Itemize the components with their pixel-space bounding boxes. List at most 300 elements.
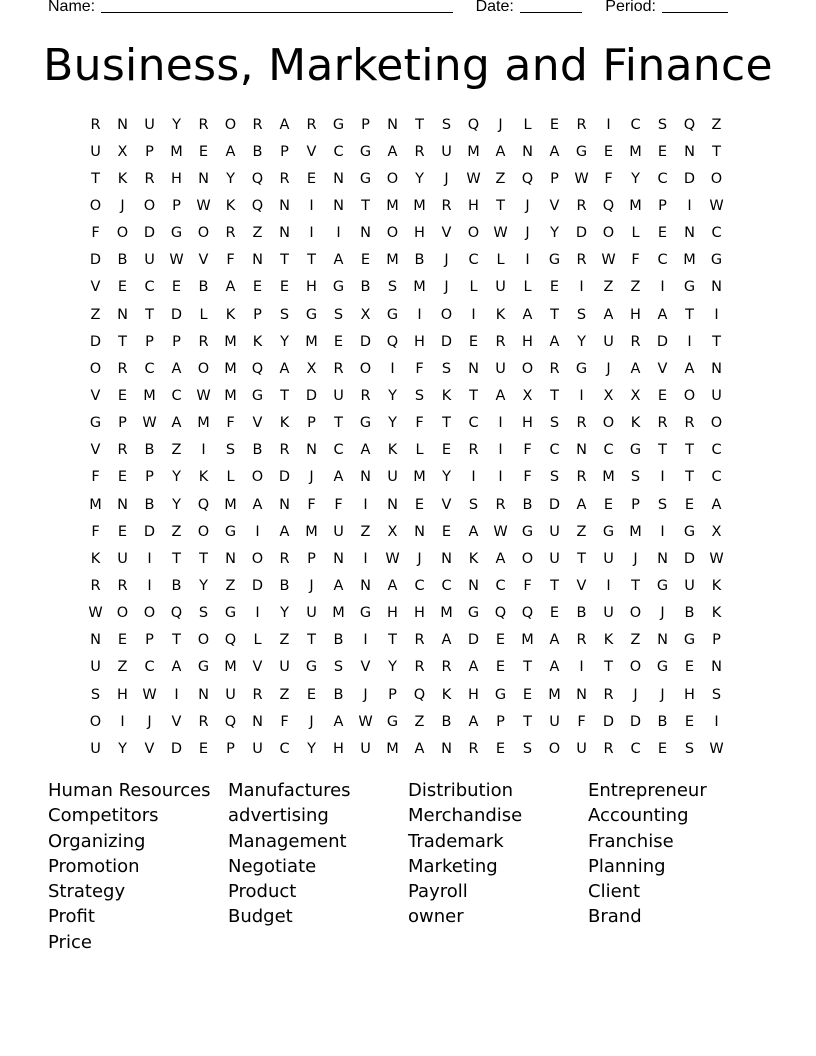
grid-letter[interactable]: D [170, 306, 183, 323]
grid-letter[interactable]: O [629, 659, 642, 676]
grid-letter[interactable]: I [120, 713, 125, 730]
grid-letter[interactable]: T [685, 306, 694, 323]
grid-letter[interactable]: Z [630, 279, 641, 296]
grid-letter[interactable]: E [117, 632, 128, 649]
grid-letter[interactable]: O [89, 360, 102, 377]
grid-letter[interactable]: N [441, 740, 452, 757]
grid-letter[interactable]: I [606, 577, 611, 594]
grid-letter[interactable]: S [522, 740, 533, 757]
grid-letter[interactable]: C [144, 659, 155, 676]
grid-letter[interactable]: X [711, 523, 722, 540]
grid-letter[interactable]: Y [388, 415, 397, 432]
grid-letter[interactable]: K [630, 415, 641, 432]
grid-letter[interactable]: O [359, 360, 372, 377]
grid-letter[interactable]: O [197, 360, 210, 377]
grid-letter[interactable]: R [414, 632, 425, 649]
grid-letter[interactable]: D [629, 713, 642, 730]
grid-letter[interactable]: U [90, 659, 101, 676]
grid-letter[interactable]: K [441, 686, 452, 703]
grid-letter[interactable]: R [117, 442, 128, 459]
grid-letter[interactable]: N [117, 306, 128, 323]
grid-letter[interactable]: A [549, 632, 560, 649]
grid-letter[interactable]: T [334, 415, 343, 432]
grid-letter[interactable]: N [198, 170, 209, 187]
grid-letter[interactable]: X [603, 387, 614, 404]
period-blank-line[interactable] [662, 0, 728, 13]
grid-letter[interactable]: A [495, 387, 506, 404]
grid-letter[interactable]: M [683, 252, 696, 269]
grid-letter[interactable]: B [252, 442, 263, 459]
grid-letter[interactable]: N [711, 360, 722, 377]
grid-letter[interactable]: U [90, 143, 101, 160]
grid-letter[interactable]: S [684, 740, 695, 757]
grid-letter[interactable]: T [550, 577, 559, 594]
grid-letter[interactable]: N [576, 686, 587, 703]
grid-letter[interactable]: S [441, 360, 452, 377]
grid-letter[interactable]: E [657, 143, 668, 160]
grid-letter[interactable]: E [441, 523, 452, 540]
grid-letter[interactable]: K [603, 632, 614, 649]
grid-letter[interactable]: C [144, 279, 155, 296]
grid-letter[interactable]: A [441, 632, 452, 649]
grid-letter[interactable]: M [602, 469, 615, 486]
grid-letter[interactable]: A [495, 550, 506, 567]
grid-letter[interactable]: I [417, 306, 422, 323]
grid-letter[interactable]: G [710, 252, 723, 269]
grid-letter[interactable]: G [359, 143, 372, 160]
grid-letter[interactable]: I [687, 197, 692, 214]
grid-letter[interactable]: N [360, 469, 371, 486]
grid-letter[interactable]: Q [467, 116, 480, 133]
grid-letter[interactable]: G [521, 523, 534, 540]
grid-letter[interactable]: C [441, 577, 452, 594]
grid-letter[interactable]: V [306, 143, 317, 160]
grid-letter[interactable]: Y [172, 496, 181, 513]
grid-letter[interactable]: Q [521, 170, 534, 187]
grid-letter[interactable]: H [333, 740, 344, 757]
grid-letter[interactable]: I [363, 550, 368, 567]
grid-letter[interactable]: C [279, 740, 290, 757]
grid-letter[interactable]: D [548, 496, 561, 513]
grid-letter[interactable]: P [361, 116, 370, 133]
grid-letter[interactable]: R [657, 415, 668, 432]
grid-letter[interactable]: V [90, 442, 101, 459]
grid-letter[interactable]: C [468, 252, 479, 269]
grid-letter[interactable]: U [252, 740, 263, 757]
grid-letter[interactable]: S [198, 605, 209, 622]
grid-letter[interactable]: K [117, 170, 128, 187]
grid-letter[interactable]: D [602, 713, 615, 730]
grid-letter[interactable]: D [251, 577, 264, 594]
grid-letter[interactable]: O [521, 360, 534, 377]
grid-letter[interactable]: J [309, 577, 314, 594]
grid-letter[interactable]: C [657, 170, 668, 187]
grid-letter[interactable]: O [386, 170, 399, 187]
grid-letter[interactable]: S [549, 415, 560, 432]
grid-letter[interactable]: Y [388, 387, 397, 404]
grid-letter[interactable]: A [279, 116, 290, 133]
grid-letter[interactable]: E [252, 279, 263, 296]
grid-letter[interactable]: K [711, 577, 722, 594]
grid-letter[interactable]: P [496, 713, 505, 730]
grid-letter[interactable]: I [498, 469, 503, 486]
grid-letter[interactable]: C [171, 387, 182, 404]
grid-letter[interactable]: B [279, 577, 290, 594]
grid-letter[interactable]: Q [386, 333, 399, 350]
grid-letter[interactable]: I [309, 225, 314, 242]
grid-letter[interactable]: W [358, 713, 373, 730]
grid-letter[interactable]: M [305, 333, 318, 350]
grid-letter[interactable]: Y [226, 170, 235, 187]
grid-letter[interactable]: T [577, 550, 586, 567]
grid-letter[interactable]: D [683, 170, 696, 187]
grid-letter[interactable]: F [415, 360, 424, 377]
grid-letter[interactable]: H [414, 225, 425, 242]
grid-letter[interactable]: A [630, 360, 641, 377]
grid-letter[interactable]: I [714, 306, 719, 323]
grid-letter[interactable]: C [495, 577, 506, 594]
grid-letter[interactable]: E [117, 469, 128, 486]
grid-letter[interactable]: R [576, 469, 587, 486]
grid-letter[interactable]: N [90, 632, 101, 649]
grid-letter[interactable]: F [523, 469, 532, 486]
grid-letter[interactable]: Y [172, 116, 181, 133]
grid-letter[interactable]: O [629, 605, 642, 622]
grid-letter[interactable]: H [414, 605, 425, 622]
grid-letter[interactable]: G [332, 279, 345, 296]
grid-letter[interactable]: T [712, 333, 721, 350]
grid-letter[interactable]: G [575, 360, 588, 377]
grid-letter[interactable]: F [91, 225, 100, 242]
grid-letter[interactable]: L [253, 632, 262, 649]
grid-letter[interactable]: P [388, 686, 397, 703]
grid-letter[interactable]: L [199, 306, 208, 323]
grid-letter[interactable]: D [143, 523, 156, 540]
grid-letter[interactable]: T [280, 252, 289, 269]
grid-letter[interactable]: E [657, 740, 668, 757]
grid-letter[interactable]: T [442, 415, 451, 432]
grid-letter[interactable]: Z [279, 632, 290, 649]
grid-letter[interactable]: A [711, 496, 722, 513]
grid-letter[interactable]: E [495, 659, 506, 676]
grid-letter[interactable]: V [144, 740, 155, 757]
grid-letter[interactable]: Z [225, 577, 236, 594]
grid-letter[interactable]: R [90, 116, 101, 133]
grid-letter[interactable]: A [657, 306, 668, 323]
grid-letter[interactable]: H [414, 333, 425, 350]
grid-letter[interactable]: G [548, 252, 561, 269]
grid-letter[interactable]: Y [388, 659, 397, 676]
grid-letter[interactable]: A [549, 143, 560, 160]
grid-letter[interactable]: J [309, 713, 314, 730]
grid-letter[interactable]: P [226, 740, 235, 757]
grid-letter[interactable]: F [415, 415, 424, 432]
grid-letter[interactable]: G [656, 577, 669, 594]
grid-letter[interactable]: I [201, 442, 206, 459]
grid-letter[interactable]: Z [630, 632, 641, 649]
grid-letter[interactable]: E [414, 496, 425, 513]
grid-letter[interactable]: W [466, 170, 481, 187]
grid-letter[interactable]: G [467, 605, 480, 622]
grid-letter[interactable]: P [307, 415, 316, 432]
grid-letter[interactable]: H [522, 333, 533, 350]
grid-letter[interactable]: S [441, 116, 452, 133]
grid-letter[interactable]: B [522, 496, 533, 513]
grid-letter[interactable]: G [305, 659, 318, 676]
grid-letter[interactable]: S [576, 306, 587, 323]
grid-letter[interactable]: Q [251, 197, 264, 214]
grid-letter[interactable]: E [684, 496, 695, 513]
grid-letter[interactable]: E [117, 523, 128, 540]
grid-letter[interactable]: V [657, 360, 668, 377]
grid-letter[interactable]: K [495, 306, 506, 323]
grid-letter[interactable]: I [255, 605, 260, 622]
grid-letter[interactable]: R [576, 252, 587, 269]
grid-letter[interactable]: P [712, 632, 721, 649]
grid-letter[interactable]: O [89, 713, 102, 730]
grid-letter[interactable]: B [171, 577, 182, 594]
grid-letter[interactable]: U [90, 740, 101, 757]
grid-letter[interactable]: K [387, 442, 398, 459]
grid-letter[interactable]: X [306, 360, 317, 377]
grid-letter[interactable]: F [334, 496, 343, 513]
grid-letter[interactable]: Q [683, 116, 696, 133]
grid-letter[interactable]: N [522, 143, 533, 160]
grid-letter[interactable]: B [441, 713, 452, 730]
grid-letter[interactable]: P [172, 197, 181, 214]
grid-letter[interactable]: I [660, 469, 665, 486]
grid-letter[interactable]: M [413, 279, 426, 296]
grid-letter[interactable]: V [441, 225, 452, 242]
grid-letter[interactable]: C [711, 442, 722, 459]
grid-letter[interactable]: J [417, 550, 422, 567]
grid-letter[interactable]: O [197, 225, 210, 242]
grid-letter[interactable]: Y [280, 333, 289, 350]
grid-letter[interactable]: O [710, 170, 723, 187]
name-blank-line[interactable] [101, 0, 453, 13]
grid-letter[interactable]: E [522, 686, 533, 703]
grid-letter[interactable]: B [333, 686, 344, 703]
grid-letter[interactable]: N [306, 442, 317, 459]
grid-letter[interactable]: Y [280, 605, 289, 622]
grid-letter[interactable]: O [683, 387, 696, 404]
grid-letter[interactable]: N [468, 577, 479, 594]
grid-letter[interactable]: O [143, 197, 156, 214]
grid-letter[interactable]: Q [602, 197, 615, 214]
grid-letter[interactable]: G [494, 686, 507, 703]
grid-letter[interactable]: S [549, 469, 560, 486]
grid-letter[interactable]: C [603, 442, 614, 459]
grid-letter[interactable]: R [576, 415, 587, 432]
grid-letter[interactable]: P [145, 143, 154, 160]
grid-letter[interactable]: R [90, 577, 101, 594]
grid-letter[interactable]: F [523, 577, 532, 594]
grid-letter[interactable]: H [387, 605, 398, 622]
grid-letter[interactable]: R [252, 686, 263, 703]
grid-letter[interactable]: C [333, 143, 344, 160]
grid-letter[interactable]: F [307, 496, 316, 513]
grid-letter[interactable]: Y [442, 469, 451, 486]
grid-letter[interactable]: O [440, 306, 453, 323]
grid-letter[interactable]: V [252, 415, 263, 432]
grid-letter[interactable]: A [549, 659, 560, 676]
grid-letter[interactable]: N [387, 496, 398, 513]
grid-letter[interactable]: R [279, 550, 290, 567]
grid-letter[interactable]: N [711, 279, 722, 296]
grid-letter[interactable]: W [493, 225, 508, 242]
grid-letter[interactable]: K [225, 306, 236, 323]
grid-letter[interactable]: O [116, 605, 129, 622]
grid-letter[interactable]: E [306, 686, 317, 703]
grid-letter[interactable]: S [333, 306, 344, 323]
grid-letter[interactable]: D [278, 469, 291, 486]
grid-letter[interactable]: P [280, 143, 289, 160]
grid-letter[interactable]: A [387, 577, 398, 594]
grid-letter[interactable]: A [495, 143, 506, 160]
grid-letter[interactable]: L [226, 469, 235, 486]
grid-letter[interactable]: M [224, 496, 237, 513]
grid-letter[interactable]: S [90, 686, 101, 703]
grid-letter[interactable]: Q [521, 605, 534, 622]
grid-letter[interactable]: I [525, 252, 530, 269]
grid-letter[interactable]: F [280, 713, 289, 730]
grid-letter[interactable]: K [90, 550, 101, 567]
grid-letter[interactable]: B [414, 252, 425, 269]
grid-letter[interactable]: J [147, 713, 152, 730]
grid-letter[interactable]: P [145, 469, 154, 486]
grid-letter[interactable]: I [336, 225, 341, 242]
grid-letter[interactable]: Z [360, 523, 371, 540]
grid-letter[interactable]: I [363, 632, 368, 649]
grid-letter[interactable]: J [606, 360, 611, 377]
grid-letter[interactable]: I [579, 279, 584, 296]
grid-letter[interactable]: A [522, 306, 533, 323]
grid-letter[interactable]: E [198, 740, 209, 757]
grid-letter[interactable]: N [684, 225, 695, 242]
grid-letter[interactable]: O [602, 225, 615, 242]
grid-letter[interactable]: D [656, 333, 669, 350]
grid-letter[interactable]: H [306, 279, 317, 296]
grid-letter[interactable]: W [142, 415, 157, 432]
grid-letter[interactable]: C [657, 252, 668, 269]
grid-letter[interactable]: E [117, 279, 128, 296]
grid-letter[interactable]: H [522, 415, 533, 432]
grid-letter[interactable]: U [603, 550, 614, 567]
grid-letter[interactable]: E [684, 713, 695, 730]
grid-letter[interactable]: G [251, 387, 264, 404]
grid-letter[interactable]: T [199, 550, 208, 567]
grid-letter[interactable]: T [631, 577, 640, 594]
grid-letter[interactable]: I [498, 442, 503, 459]
grid-letter[interactable]: M [224, 333, 237, 350]
grid-letter[interactable]: U [360, 740, 371, 757]
grid-letter[interactable]: N [225, 550, 236, 567]
grid-letter[interactable]: O [197, 632, 210, 649]
grid-letter[interactable]: B [333, 632, 344, 649]
grid-letter[interactable]: U [495, 360, 506, 377]
grid-letter[interactable]: I [579, 387, 584, 404]
grid-letter[interactable]: Q [251, 360, 264, 377]
grid-letter[interactable]: M [413, 469, 426, 486]
grid-letter[interactable]: E [549, 279, 560, 296]
grid-letter[interactable]: I [363, 496, 368, 513]
grid-letter[interactable]: G [575, 143, 588, 160]
grid-letter[interactable]: J [633, 686, 638, 703]
grid-letter[interactable]: J [444, 170, 449, 187]
grid-letter[interactable]: X [117, 143, 128, 160]
grid-letter[interactable]: J [363, 686, 368, 703]
grid-letter[interactable]: B [198, 279, 209, 296]
grid-letter[interactable]: Z [711, 116, 722, 133]
grid-letter[interactable]: U [387, 469, 398, 486]
grid-letter[interactable]: G [359, 605, 372, 622]
grid-letter[interactable]: O [224, 116, 237, 133]
grid-letter[interactable]: R [630, 333, 641, 350]
grid-letter[interactable]: C [630, 116, 641, 133]
grid-letter[interactable]: T [712, 143, 721, 160]
grid-letter[interactable]: D [440, 333, 453, 350]
grid-letter[interactable]: O [386, 225, 399, 242]
grid-letter[interactable]: N [711, 659, 722, 676]
grid-letter[interactable]: R [333, 360, 344, 377]
grid-letter[interactable]: Q [251, 170, 264, 187]
grid-letter[interactable]: R [198, 713, 209, 730]
grid-letter[interactable]: U [576, 740, 587, 757]
grid-letter[interactable]: M [332, 605, 345, 622]
grid-letter[interactable]: R [468, 740, 479, 757]
grid-letter[interactable]: Z [171, 523, 182, 540]
grid-letter[interactable]: E [495, 632, 506, 649]
grid-letter[interactable]: O [251, 550, 264, 567]
date-blank-line[interactable] [520, 0, 582, 13]
grid-letter[interactable]: I [498, 415, 503, 432]
grid-letter[interactable]: R [279, 442, 290, 459]
grid-letter[interactable]: E [441, 442, 452, 459]
grid-letter[interactable]: J [525, 197, 530, 214]
grid-letter[interactable]: I [660, 523, 665, 540]
grid-letter[interactable]: Y [307, 740, 316, 757]
grid-letter[interactable]: Z [90, 306, 101, 323]
grid-letter[interactable]: W [709, 550, 724, 567]
grid-letter[interactable]: I [660, 279, 665, 296]
grid-letter[interactable]: Y [415, 170, 424, 187]
grid-letter[interactable]: A [171, 415, 182, 432]
grid-letter[interactable]: U [549, 523, 560, 540]
grid-letter[interactable]: I [174, 686, 179, 703]
grid-letter[interactable]: E [684, 659, 695, 676]
grid-letter[interactable]: C [630, 740, 641, 757]
grid-letter[interactable]: U [603, 333, 614, 350]
grid-letter[interactable]: L [523, 279, 532, 296]
grid-letter[interactable]: B [657, 713, 668, 730]
grid-letter[interactable]: T [685, 442, 694, 459]
grid-letter[interactable]: M [224, 360, 237, 377]
grid-letter[interactable]: V [171, 713, 182, 730]
grid-letter[interactable]: Z [576, 523, 587, 540]
grid-letter[interactable]: E [549, 116, 560, 133]
grid-letter[interactable]: R [306, 116, 317, 133]
grid-letter[interactable]: G [197, 659, 210, 676]
grid-letter[interactable]: G [224, 523, 237, 540]
grid-letter[interactable]: U [306, 605, 317, 622]
grid-letter[interactable]: B [252, 143, 263, 160]
grid-letter[interactable]: R [414, 143, 425, 160]
grid-letter[interactable]: E [117, 387, 128, 404]
grid-letter[interactable]: U [333, 523, 344, 540]
grid-letter[interactable]: K [279, 415, 290, 432]
grid-letter[interactable]: M [197, 415, 210, 432]
grid-letter[interactable]: R [684, 415, 695, 432]
